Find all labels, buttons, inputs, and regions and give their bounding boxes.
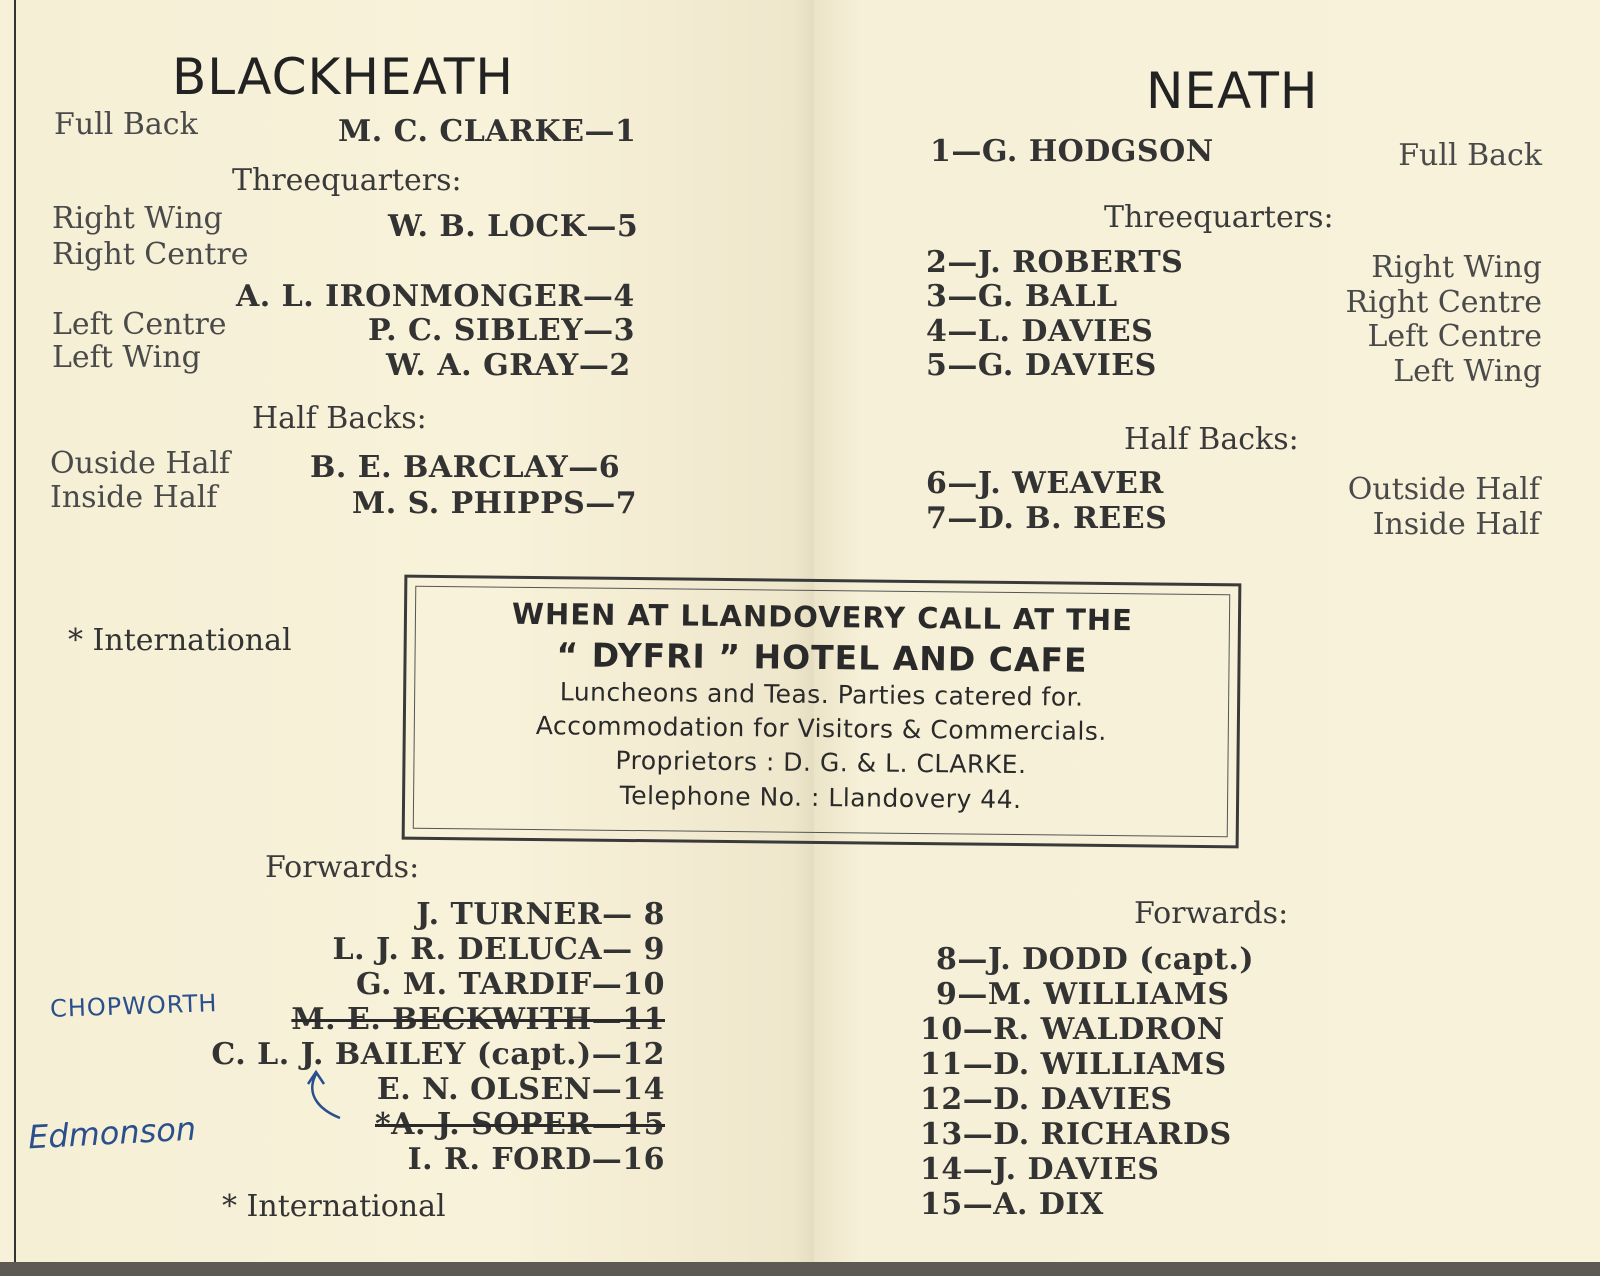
blackheath-right-wing-player: W. B. LOCK—5 <box>388 209 639 244</box>
neath-half-backs-heading: Half Backs: <box>1124 422 1299 457</box>
neath-right-wing-player: 2—J. ROBERTS <box>926 245 1184 280</box>
neath-forward-8: 8—J. DODD (capt.) <box>936 942 1255 977</box>
blackheath-forward-8: J. TURNER— 8 <box>416 897 665 932</box>
neath-team-title: NEATH <box>1146 62 1319 120</box>
neath-right-wing-position: Right Wing <box>1371 250 1542 285</box>
blackheath-outside-half-player: B. E. BARCLAY—6 <box>310 450 621 485</box>
neath-forward-13: 13—D. RICHARDS <box>920 1117 1232 1152</box>
neath-right-centre-player: 3—G. BALL <box>926 279 1118 314</box>
blackheath-left-centre-position: Left Centre <box>52 307 227 342</box>
handwritten-replacement-chopworth: CHOPWORTH <box>49 989 218 1023</box>
neath-left-wing-player: 5—G. DAVIES <box>926 348 1157 383</box>
blackheath-half-backs-heading: Half Backs: <box>252 401 427 436</box>
blackheath-forward-9: L. J. R. DELUCA— 9 <box>332 932 665 967</box>
blackheath-forward-15-struck: *A. J. SOPER—15 <box>374 1107 665 1142</box>
blackheath-forward-10: G. M. TARDIF—10 <box>355 967 665 1002</box>
advert-line-4: Accommodation for Visitors & Commercials. <box>535 711 1107 746</box>
advert-line-5: Proprietors : D. G. & L. CLARKE. <box>615 745 1027 780</box>
blackheath-team-title: BLACKHEATH <box>172 48 514 106</box>
blackheath-international-note-top: * International <box>68 623 292 658</box>
neath-inside-half-position: Inside Half <box>1372 507 1540 542</box>
blackheath-forward-12: C. L. J. BAILEY (capt.)—12 <box>211 1037 665 1072</box>
neath-left-centre-player: 4—L. DAVIES <box>926 314 1154 349</box>
neath-outside-half-player: 6—J. WEAVER <box>926 466 1164 501</box>
blackheath-outside-half-position: Ouside Half <box>50 446 231 481</box>
neath-full-back-player: 1—G. HODGSON <box>930 134 1214 169</box>
blackheath-full-back-player: M. C. CLARKE—1 <box>338 114 637 149</box>
neath-forward-10: 10—R. WALDRON <box>920 1012 1225 1047</box>
blackheath-full-back-position: Full Back <box>54 107 198 142</box>
advert-line-6: Telephone No. : Llandovery 44. <box>619 780 1022 815</box>
blackheath-left-wing-position: Left Wing <box>52 340 201 375</box>
blackheath-right-wing-position: Right Wing <box>52 201 223 236</box>
neath-full-back-position: Full Back <box>1398 138 1542 173</box>
neath-forward-9: 9—M. WILLIAMS <box>936 977 1230 1012</box>
neath-threequarters-heading: Threequarters: <box>1104 200 1334 235</box>
blackheath-right-centre-player: A. L. IRONMONGER—4 <box>236 279 635 314</box>
blackheath-inside-half-position: Inside Half <box>50 480 218 515</box>
blackheath-international-note-bottom: * International <box>222 1189 446 1224</box>
neath-forwards-heading: Forwards: <box>1134 896 1289 931</box>
blackheath-forward-14: E. N. OLSEN—14 <box>376 1072 665 1107</box>
blackheath-left-wing-player: W. A. GRAY—2 <box>386 348 631 383</box>
blackheath-forwards-heading: Forwards: <box>265 850 420 885</box>
blackheath-right-centre-position: Right Centre <box>52 237 249 272</box>
blackheath-forward-11-struck: M. E. BECKWITH—11 <box>291 1002 665 1037</box>
advert-line-1: WHEN AT LLANDOVERY CALL AT THE <box>511 596 1134 638</box>
handwritten-replacement-edmonson: Edmonson <box>27 1109 197 1157</box>
advert-box <box>402 575 1242 849</box>
neath-left-centre-position: Left Centre <box>1367 319 1542 354</box>
neath-right-centre-position: Right Centre <box>1345 285 1542 320</box>
neath-forward-12: 12—D. DAVIES <box>920 1082 1173 1117</box>
neath-left-wing-position: Left Wing <box>1393 354 1542 389</box>
neath-inside-half-player: 7—D. B. REES <box>926 501 1168 536</box>
neath-forward-14: 14—J. DAVIES <box>920 1152 1160 1187</box>
blackheath-forward-16: I. R. FORD—16 <box>407 1142 665 1177</box>
blackheath-inside-half-player: M. S. PHIPPS—7 <box>352 486 638 521</box>
blackheath-left-centre-player: P. C. SIBLEY—3 <box>368 313 636 348</box>
neath-outside-half-position: Outside Half <box>1347 472 1540 507</box>
advert-line-3: Luncheons and Teas. Parties catered for. <box>559 677 1084 712</box>
neath-forward-11: 11—D. WILLIAMS <box>920 1047 1227 1082</box>
neath-forward-15: 15—A. DIX <box>920 1187 1104 1222</box>
blackheath-threequarters-heading: Threequarters: <box>232 163 462 198</box>
advert-line-2: “ DYFRI ” HOTEL AND CAFE <box>556 635 1088 680</box>
